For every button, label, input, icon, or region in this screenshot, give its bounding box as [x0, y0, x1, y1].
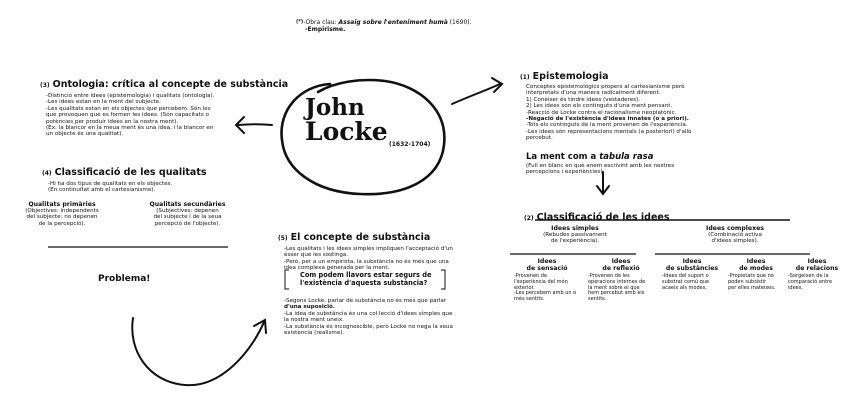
idees-modes: Idees de modes -Propietats que no poden subsistir per elles mateixes. [728, 258, 776, 291]
question-bracket-right [441, 270, 445, 289]
problema-label: Problema! [98, 274, 151, 284]
substancia-conclusions: -Segons Locke, parlar de substància no és més que parlar d'una suposició. -La idea de substància és una col·lecció d'idees simples que la nostra ment uneix. -La substància és incognoscible, però Locke no nega la seua existència (realisme). [284, 298, 453, 337]
idees-relacions: Idees de relacions -Sorgeixen de la comparació entre idees. [788, 258, 839, 291]
tabula-rasa-heading: La ment com a tabula rasa [526, 151, 654, 162]
key-work-note: (*)-Obra clau: Assaig sobre l'enteniment humà (1690). -Empirisme. [296, 19, 472, 33]
empirisme-label: -Empirisme. [305, 26, 346, 33]
author-name [305, 94, 388, 146]
qualitats-section: (4) Classificació de les qualitats -Hi ha dos tipus de qualitats en els objectes. (En continuïtat amb el cartesianisme). [42, 167, 207, 194]
idees-complexes: Idees complexes (Combinació activa d'idees simples). [706, 225, 764, 245]
ontologia-section: (3) Ontologia: crítica al concepte de substància -Distinció entre idees (epistemologia) i qualitats (ontologia). -Les idees estan en la ment del subjecte. -Les qualitats estan en els objectes que percebem. Són les que provoquen que es formen les idees. (Són capacitats o potències per produir idees en la nostra ment). (Ex: la blancor en la meua ment és una idea, i la blancor en un objecte és una qualitat). [40, 79, 289, 138]
idees-sensacio: Idees de sensació -Provenen de l'experiència del món exterior. -Les percebem amb un o més sentits. [514, 258, 577, 303]
ontologia-lines: -Distinció entre idees (epistemologia) i qualitats (ontologia). -Les idees estan en la ment del subjecte. -Les qualitats estan en els objectes que percebem. Són les que provoquen que es formen les idees. (Són capacitats o potències per produir idees en la nostra ment). (Ex: la blancor en la meua ment és una idea, i la blancor en un objecte és una qualitat). [46, 93, 215, 138]
arrow-curve-icon [132, 318, 266, 385]
author-years: (1632-1704) [389, 141, 431, 148]
substancia-title: El concepte de substància [290, 232, 431, 243]
arrow-upright-icon [452, 78, 502, 104]
qualitats-secundaries: Qualitats secundàries (Subjectives: depenen del subjecte i de la seua percepció de l'objecte). [149, 201, 226, 227]
idees-reflexio: Idees de reflexió -Provenen de les operacions internes de la ment sobre el que hem percebut amb els sentits. [588, 258, 646, 303]
ontologia-title: Ontologia: crítica al concepte de substància [52, 79, 289, 90]
note-marker: (*) [296, 19, 304, 25]
epistemologia-section: (1) Epistemologia Conceptes epistemològics propers al cartesianisme però interpretats d'una manera radicalment diferent. 1) Conèixer és tindre idees (vestaderes). 2) Les idees són els continguts d'una ment pensant. -Reacció de Locke contra el racionalisme neoplatònic. -Negació de l'existència d'idees innates (o a priori). -Tots els continguts de la ment provenen de l'experiència. -Les idees són representacions mentals (a posteriori) d'allò percebut. La ment com a tabula rasa (Full en blanc en què anem escrivint amb les nostres percepcions i experiències). [520, 64, 760, 175]
substancia-question: Com podem llavors estar segurs de l'existència d'aquesta substància? [300, 271, 432, 287]
author-first-name: John [305, 94, 365, 121]
idees-substancies: Idees de substàncies -Idees del suport o substrat comú que acaeix als modes. [662, 258, 719, 291]
substancia-section: (5) El concepte de substància -Les qualitats i les idees simples impliquen l'acceptació d'un ésser que les sostinga. -Però, per a un empirista, la substància no és més que una idea complexa generada per la ment. [278, 232, 453, 272]
key-work-title: Assaig sobre l'enteniment humà [338, 19, 448, 26]
epistemologia-title: Epistemologia [532, 71, 609, 82]
question-bracket-left [285, 270, 289, 289]
author-last-name: Locke [305, 117, 388, 146]
qualitats-primaries: Qualitats primàries (Objectives: independents del subjecte: no depenen de la percepció). [25, 201, 99, 227]
idees-simples: Idees simples (Rebudes passivament de l'experiència). [543, 225, 607, 245]
qualitats-title: Classificació de les qualitats [54, 167, 207, 178]
idees-section-title: (2) Classificació de les idees [524, 212, 670, 223]
